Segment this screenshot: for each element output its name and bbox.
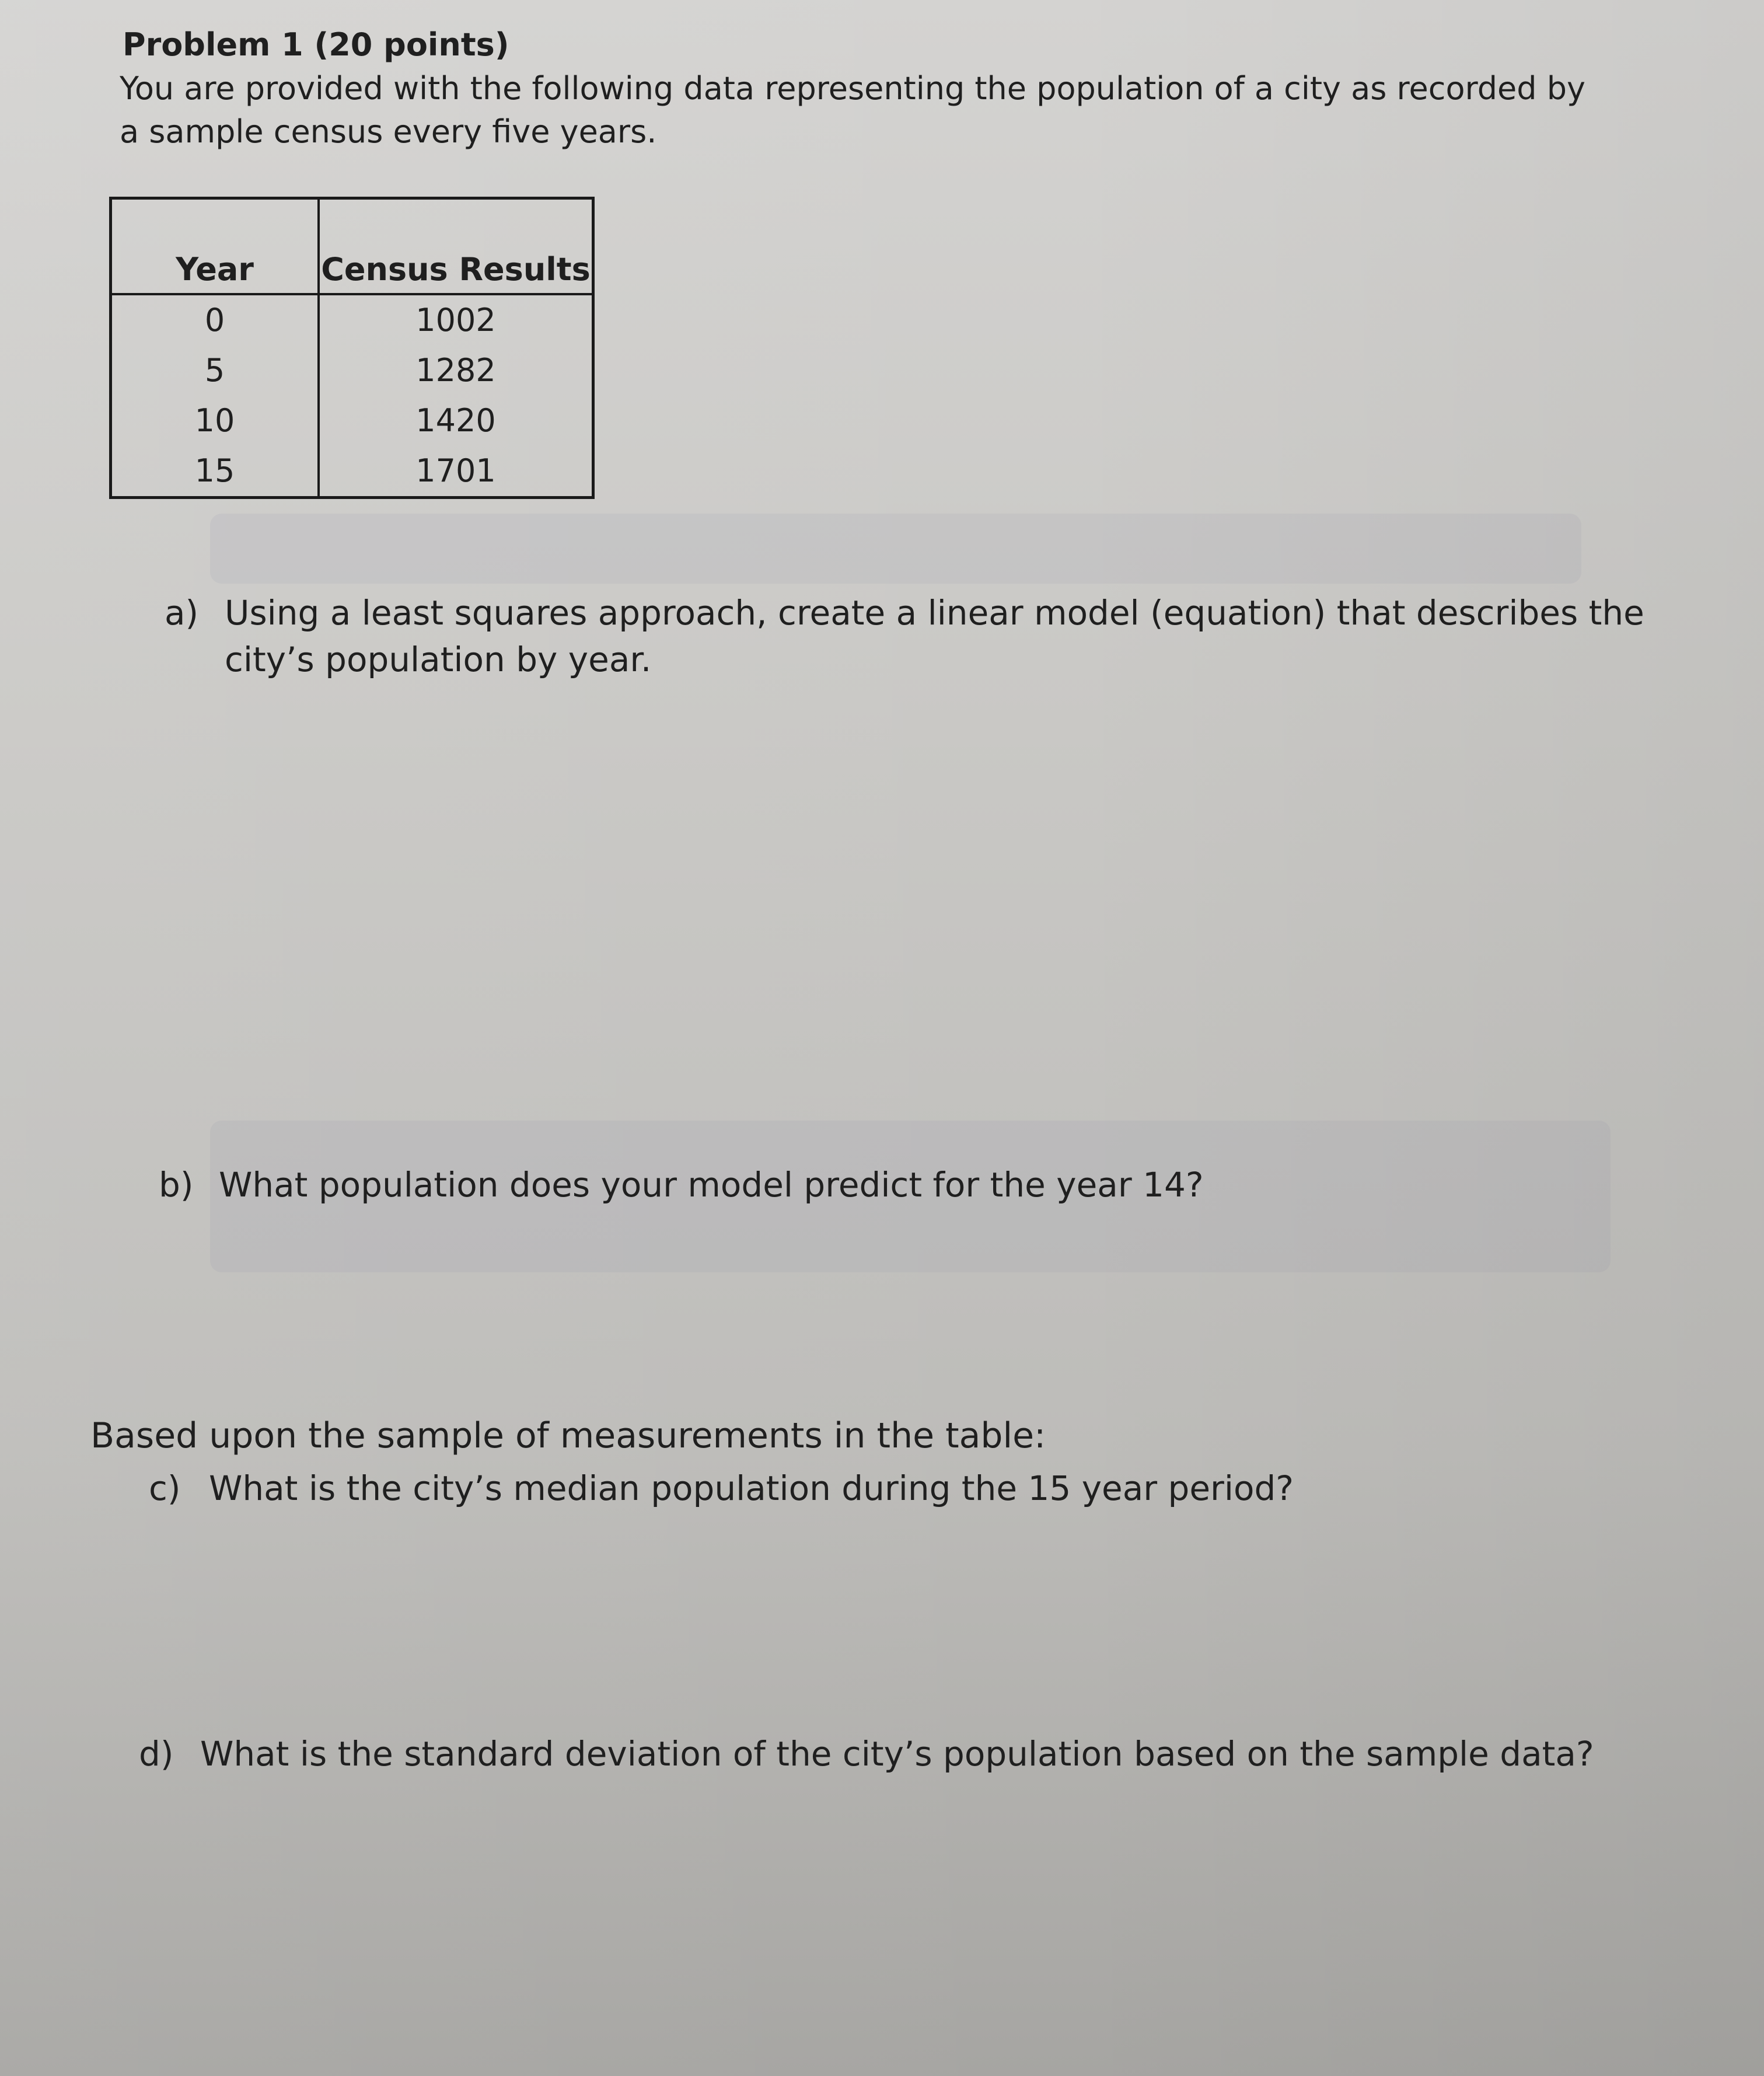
table-row [111, 396, 593, 446]
question-c-text: What is the city’s median population during the 15 year period? [209, 1468, 1294, 1508]
table-row [111, 294, 593, 346]
table-header-row [111, 198, 593, 295]
problem-intro: You are provided with the following data representing the population of a city as recorded by a sample census every five years. [120, 70, 1585, 150]
census-cell: 1282 [319, 346, 593, 396]
question-a-text: Using a least squares approach, create a linear model (equation) that describes the city’s population by year. [225, 593, 1644, 679]
census-cell: 1420 [319, 396, 593, 446]
question-d-marker: d) [139, 1734, 174, 1774]
census-cell: 1701 [319, 446, 593, 498]
table-row [111, 346, 593, 396]
question-b-text: What population does your model predict for the year 14? [219, 1165, 1204, 1205]
question-c-marker: c) [149, 1468, 181, 1508]
question-b [159, 1161, 1442, 1214]
question-b-marker: b) [159, 1165, 194, 1205]
census-cell: 1002 [319, 294, 593, 346]
question-a-marker: a) [165, 593, 199, 633]
question-d-text: What is the standard deviation of the city’s population based on the sample data? [200, 1734, 1594, 1774]
question-a [165, 589, 1658, 689]
census-table [109, 197, 595, 499]
problem-title: Problem 1 (20 points) [123, 26, 509, 63]
bleed-through-text [210, 514, 1581, 584]
question-c [149, 1465, 1433, 1517]
based-upon-intro: Based upon the sample of measurements in the table: [90, 1415, 1046, 1456]
column-header-census-results: Census Results [319, 198, 593, 295]
table-row [111, 446, 593, 498]
column-header-year: Year [111, 198, 319, 295]
year-cell: 15 [111, 446, 319, 498]
year-cell: 10 [111, 396, 319, 446]
question-d [139, 1730, 1633, 1783]
year-cell: 5 [111, 346, 319, 396]
year-cell: 0 [111, 294, 319, 346]
